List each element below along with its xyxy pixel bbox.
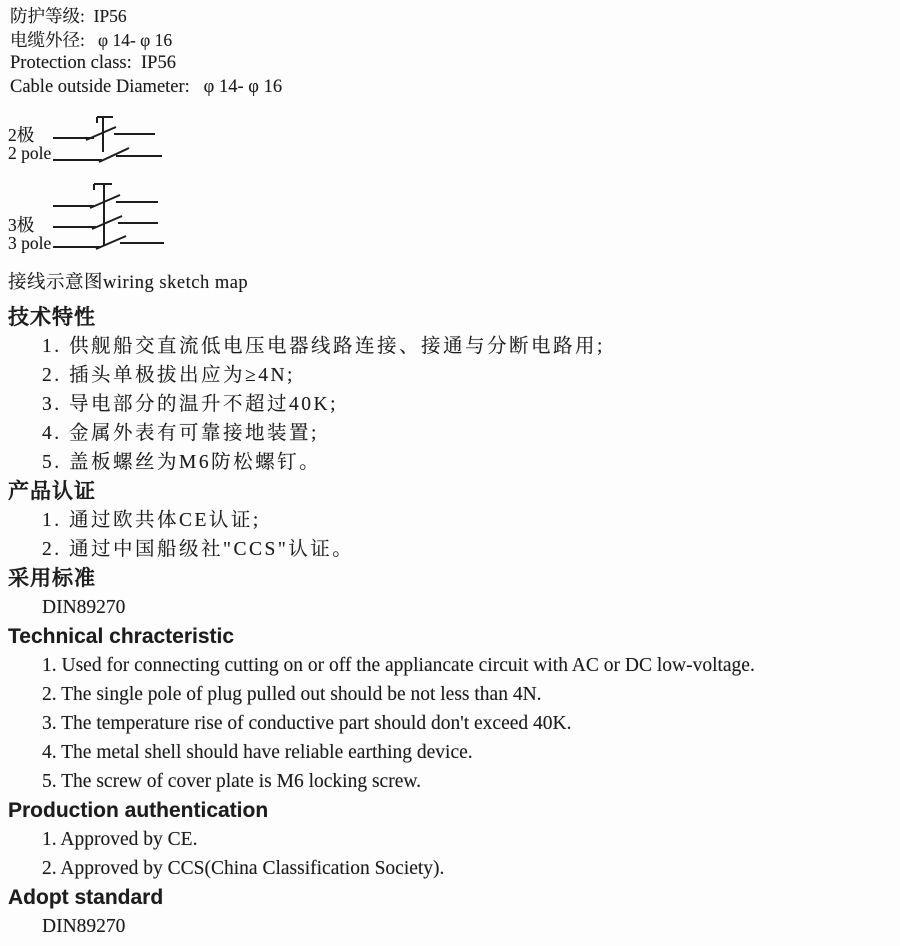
list-item: 2. The single pole of plug pulled out should be not less than 4N. bbox=[42, 684, 542, 705]
wiring-diagram-area bbox=[0, 110, 260, 270]
list-item: 3. The temperature rise of conductive part should don't exceed 40K. bbox=[42, 713, 572, 734]
list-item: 2. 通过中国船级社"CCS"认证。 bbox=[42, 539, 355, 560]
standard-value: DIN89270 bbox=[42, 597, 126, 618]
two-pole-switch-diagram bbox=[50, 112, 165, 168]
two-pole-label-cn: 2极 bbox=[8, 125, 35, 145]
three-pole-label-en: 3 pole bbox=[8, 233, 52, 253]
section-heading-tech-cn: 技术特性 bbox=[8, 306, 96, 329]
sections bbox=[8, 303, 896, 941]
section-heading-cert-cn: 产品认证 bbox=[8, 480, 96, 503]
list-item: 1. Used for connecting cutting on or off the appliancate circuit with AC or DC low-voltage. bbox=[42, 655, 755, 676]
section-heading-standard-en: Adopt standard bbox=[8, 886, 164, 909]
list-item: 2. 插头单极拔出应为≥4N; bbox=[42, 365, 295, 386]
spec-line-cable-diameter-cn: 电缆外径: φ 14- φ 16 bbox=[10, 29, 173, 50]
three-pole-label-cn: 3极 bbox=[8, 215, 35, 235]
section-heading-tech-en: Technical chracteristic bbox=[8, 625, 235, 648]
list-item: 5. The screw of cover plate is M6 locking screw. bbox=[42, 771, 422, 792]
two-pole-label-en: 2 pole bbox=[8, 143, 52, 163]
list-item: 3. 导电部分的温升不超过40K; bbox=[42, 394, 339, 415]
section-heading-cert-en: Production authentication bbox=[8, 799, 269, 822]
spec-block bbox=[10, 5, 282, 99]
standard-value: DIN89270 bbox=[42, 916, 126, 937]
list-item: 1. 通过欧共体CE认证; bbox=[42, 510, 261, 531]
list-item: 4. 金属外表有可靠接地装置; bbox=[42, 423, 319, 444]
wiring-caption: 接线示意图wiring sketch map bbox=[8, 273, 249, 293]
list-item: 1. 供舰船交直流低电压电器线路连接、接通与分断电路用; bbox=[42, 336, 605, 357]
section-heading-standard-cn: 采用标准 bbox=[8, 567, 96, 590]
list-item: 4. The metal shell should have reliable earthing device. bbox=[42, 742, 473, 763]
list-item: 2. Approved by CCS(China Classification Society). bbox=[42, 858, 445, 879]
spec-line-protection-class-cn: 防护等级: IP56 bbox=[10, 6, 127, 26]
list-item: 5. 盖板螺丝为M6防松螺钉。 bbox=[42, 452, 322, 473]
three-pole-switch-diagram bbox=[50, 180, 168, 256]
spec-line-cable-diameter-en: Cable outside Diameter: φ 14- φ 16 bbox=[10, 76, 283, 97]
spec-line-protection-class-en: Protection class: IP56 bbox=[10, 53, 176, 73]
list-item: 1. Approved by CE. bbox=[42, 829, 198, 850]
